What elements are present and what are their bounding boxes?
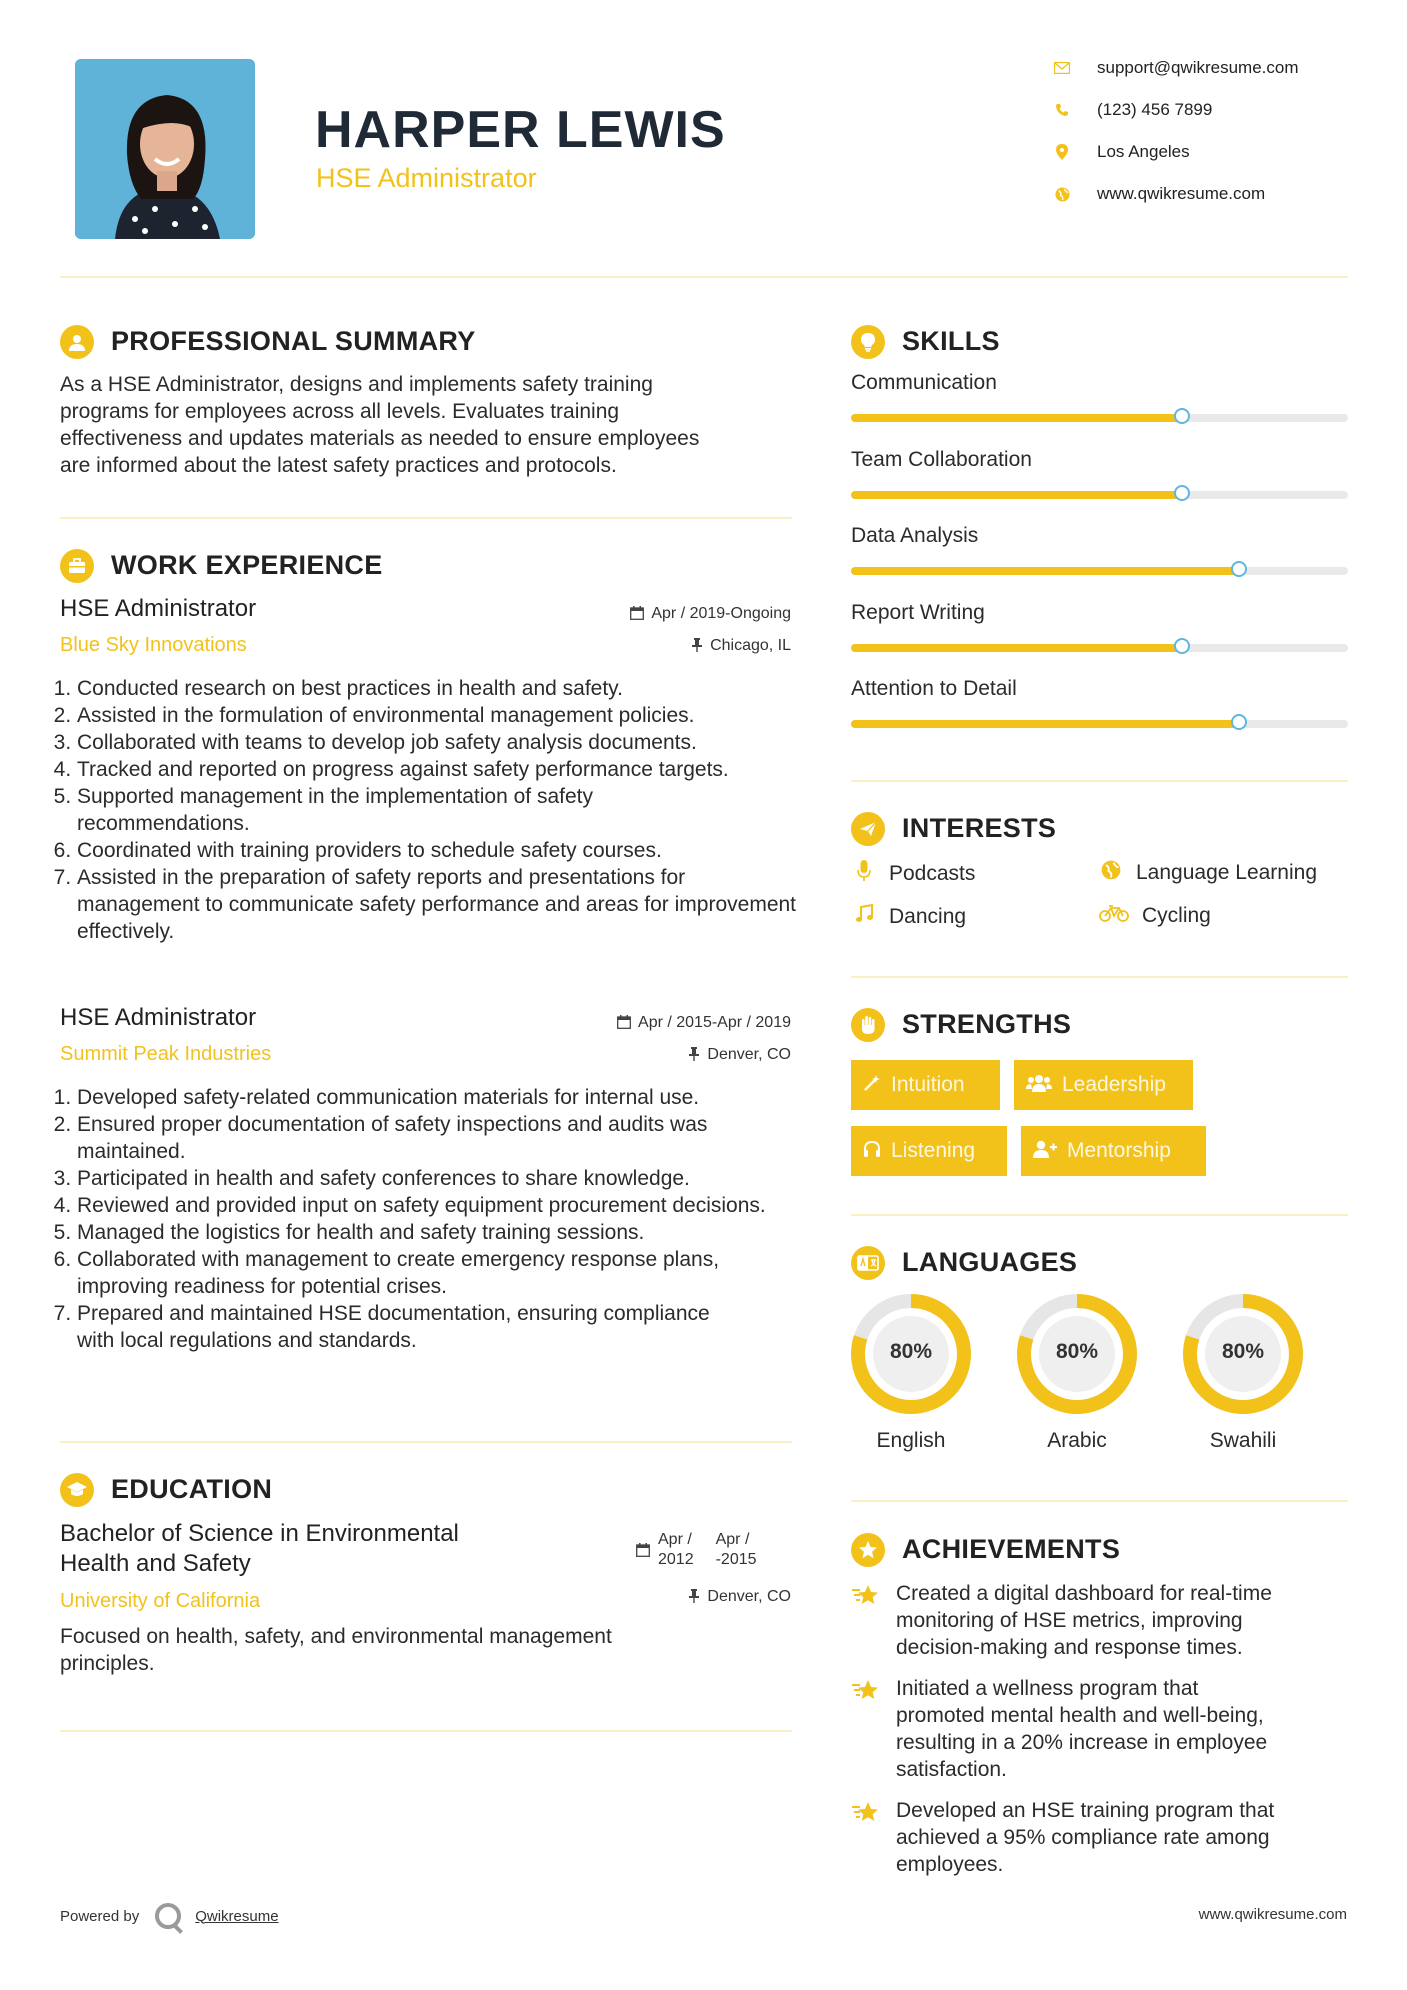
strength-label: Mentorship (1067, 1139, 1171, 1162)
list-item: 6. Coordinated with training providers to schedule safety courses. (77, 837, 817, 864)
headphones-icon (863, 1140, 881, 1163)
skill-level-knob (1231, 714, 1247, 730)
skills-heading: SKILLS (902, 326, 1000, 356)
summary-line: As a HSE Administrator, designs and implements safety training (60, 373, 653, 396)
list-item: 4. Reviewed and provided input on safety equipment procurement decisions. (77, 1192, 817, 1219)
job-1-title: HSE Administrator (60, 595, 257, 622)
pin-icon (691, 638, 703, 655)
languages-heading: LANGUAGES (902, 1247, 1078, 1277)
strength-label: Leadership (1062, 1073, 1166, 1096)
list-item: 5. Supported management in the implementation of safety recommendations. (77, 783, 817, 837)
language-name: English (876, 1429, 946, 1452)
skill-name: Data Analysis (851, 524, 979, 547)
footer-brand-link[interactable]: Qwikresume (195, 1907, 279, 1925)
achievement-line: Initiated a wellness program that (896, 1677, 1199, 1700)
pin-icon (688, 1589, 700, 1606)
achievement-2 (896, 1675, 1346, 1783)
skill-level-knob (1231, 561, 1247, 577)
raised-hand-icon (851, 1008, 885, 1042)
interests-heading: INTERESTS (902, 813, 1057, 843)
magic-wand-icon (863, 1074, 881, 1097)
footer-site-link[interactable]: www.qwikresume.com (1198, 1906, 1347, 1923)
location-icon (1053, 143, 1071, 161)
paper-plane-icon (851, 812, 885, 846)
achievement-line: achieved a 95% compliance rate among (896, 1826, 1270, 1849)
email-icon (1053, 59, 1071, 77)
job-2-dates-text: Apr / 2015-Apr / 2019 (638, 1014, 791, 1031)
summary-heading: PROFESSIONAL SUMMARY (111, 326, 476, 356)
date-part: Apr / (715, 1531, 750, 1548)
achievements-heading: ACHIEVEMENTS (902, 1534, 1121, 1564)
skill-name: Communication (851, 371, 997, 394)
interest-podcasts (851, 860, 975, 888)
summary-line: effectiveness and updates materials as needed to ensure employees (60, 427, 700, 450)
education-location-text: Denver, CO (707, 1588, 791, 1605)
skill-bar-track (851, 567, 1348, 575)
education-start (658, 1530, 694, 1570)
phone-icon (1053, 101, 1071, 119)
language-percent: 80% (889, 1340, 933, 1363)
list-item: 4. Tracked and reported on progress against safety performance targets. (77, 756, 817, 783)
contact-phone[interactable] (1053, 100, 1212, 120)
job-2-title: HSE Administrator (60, 1004, 257, 1031)
education-dates (636, 1530, 757, 1570)
languages-divider (851, 1500, 1348, 1502)
summary-line: are informed about the latest safety practices and protocols. (60, 454, 617, 477)
contact-website-text: www.qwikresume.com (1097, 184, 1266, 203)
contact-website[interactable] (1053, 184, 1265, 204)
powered-by-label: Powered by (60, 1907, 140, 1925)
list-item: 3. Participated in health and safety conferences to share knowledge. (77, 1165, 817, 1192)
skill-bar-track (851, 720, 1348, 728)
job-2-company: Summit Peak Industries (60, 1043, 272, 1065)
degree-line: Bachelor of Science in Environmental (60, 1520, 459, 1547)
interest-label: Cycling (1142, 904, 1211, 927)
bicycle-icon (1098, 904, 1130, 928)
strength-chip-mentorship (1021, 1126, 1206, 1176)
list-item: 1. Conducted research on best practices in health and safety. (77, 675, 817, 702)
header-divider (60, 276, 1348, 278)
interest-label: Dancing (889, 905, 967, 928)
date-part: 2012 (658, 1551, 694, 1568)
achievement-line: promoted mental health and well-being, (896, 1704, 1264, 1727)
education-heading: EDUCATION (111, 1474, 273, 1504)
achievement-line: Developed an HSE training program that (896, 1799, 1275, 1822)
strengths-divider (851, 1214, 1348, 1216)
education-description (60, 1623, 800, 1677)
contact-email[interactable] (1053, 58, 1299, 78)
list-item: 5. Managed the logistics for health and safety training sessions. (77, 1219, 817, 1246)
skill-bar-track (851, 414, 1348, 422)
skill-bar-fill (851, 414, 1182, 422)
interest-language-learning (1098, 860, 1317, 886)
graduation-cap-icon (60, 1473, 94, 1507)
description-line: principles. (60, 1652, 155, 1675)
users-icon (1026, 1074, 1052, 1097)
education-degree (60, 1519, 459, 1579)
summary-divider (60, 517, 792, 519)
skill-level-knob (1174, 408, 1190, 424)
user-icon (60, 325, 94, 359)
strength-label: Listening (891, 1139, 976, 1162)
job-2-duties (58, 1084, 817, 1354)
interest-label: Podcasts (889, 862, 976, 885)
strength-chip-leadership (1014, 1060, 1193, 1110)
list-item: 1. Developed safety-related communication materials for internal use. (77, 1084, 817, 1111)
date-part: -2015 (715, 1551, 757, 1568)
list-item: 3. Collaborated with teams to develop job safety analysis documents. (77, 729, 817, 756)
skills-divider (851, 780, 1348, 782)
achievement-line: monitoring of HSE metrics, improving (896, 1609, 1243, 1632)
achievement-line: satisfaction. (896, 1758, 1007, 1781)
contact-email-text: support@qwikresume.com (1097, 58, 1299, 77)
summary-text (60, 371, 820, 479)
language-name: Arabic (1047, 1429, 1107, 1452)
calendar-icon (636, 1543, 650, 1562)
skill-name: Team Collaboration (851, 447, 1032, 471)
strength-chip-intuition (851, 1060, 1000, 1110)
date-part: Apr / (658, 1531, 692, 1548)
job-2-location (688, 1046, 791, 1064)
strength-chip-listening (851, 1126, 1007, 1176)
calendar-icon (617, 1015, 631, 1032)
skill-bar-fill (851, 491, 1182, 499)
interest-cycling (1098, 904, 1211, 928)
job-2-location-text: Denver, CO (707, 1046, 791, 1063)
briefcase-icon (60, 549, 94, 583)
contact-location (1053, 142, 1190, 162)
contact-location-text: Los Angeles (1097, 142, 1190, 161)
language-percent: 80% (1055, 1340, 1099, 1363)
achievement-3 (896, 1797, 1346, 1878)
achievement-1 (896, 1580, 1346, 1661)
skill-level-knob (1174, 638, 1190, 654)
job-1-dates (630, 605, 791, 623)
user-plus-icon (1033, 1140, 1057, 1163)
microphone-icon (851, 860, 877, 888)
trophy-star-icon (851, 1533, 885, 1567)
strength-label: Intuition (891, 1073, 965, 1096)
skill-bar-fill (851, 720, 1239, 728)
music-note-icon (851, 904, 877, 930)
lightbulb-icon (851, 325, 885, 359)
job-1-dates-text: Apr / 2019-Ongoing (651, 605, 791, 622)
footer-powered-by (60, 1903, 279, 1929)
interests-divider (851, 976, 1348, 978)
list-item: 7. Assisted in the preparation of safety reports and presentations for management to communicate safety performance and areas for improvement effectively. (77, 864, 817, 945)
description-line: Focused on health, safety, and environmental management (60, 1625, 612, 1648)
interest-label: Language Learning (1136, 861, 1318, 884)
degree-line: Health and Safety (60, 1550, 251, 1577)
job-2-dates (617, 1014, 791, 1032)
language-icon (851, 1246, 885, 1280)
skill-bar-fill (851, 567, 1239, 575)
interest-dancing (851, 904, 966, 930)
job-1-company: Blue Sky Innovations (60, 634, 247, 656)
job-1-location (691, 637, 791, 655)
education-end (716, 1530, 757, 1570)
experience-heading: WORK EXPERIENCE (111, 550, 383, 580)
skill-name: Attention to Detail (851, 677, 1017, 700)
globe-icon (1098, 860, 1124, 886)
achievement-line: employees. (896, 1853, 1004, 1876)
skill-bar-fill (851, 644, 1182, 652)
education-school: University of California (60, 1590, 261, 1612)
list-item: 7. Prepared and maintained HSE documentation, ensuring compliance with local regulations and standards. (77, 1300, 817, 1354)
star-icon (851, 1583, 881, 1616)
qwikresume-logo-icon (155, 1903, 181, 1929)
skill-bar-track (851, 491, 1348, 499)
job-1-location-text: Chicago, IL (710, 637, 791, 654)
star-icon (851, 1678, 881, 1711)
skill-bar-track (851, 644, 1348, 652)
candidate-role: HSE Administrator (316, 163, 537, 193)
list-item: 2. Assisted in the formulation of environmental management policies. (77, 702, 817, 729)
star-icon (851, 1800, 881, 1833)
summary-line: programs for employees across all levels. Evaluates training (60, 400, 620, 423)
education-divider (60, 1730, 792, 1732)
language-percent: 80% (1221, 1340, 1265, 1363)
globe-icon (1053, 185, 1071, 203)
skill-level-knob (1174, 485, 1190, 501)
language-name: Swahili (1209, 1429, 1277, 1452)
education-location (688, 1588, 791, 1606)
calendar-icon (630, 606, 644, 623)
skill-name: Report Writing (851, 600, 985, 624)
achievement-line: resulting in a 20% increase in employee (896, 1731, 1268, 1754)
achievement-line: Created a digital dashboard for real-time (896, 1582, 1272, 1605)
date-part-year: 2015 (720, 1551, 757, 1568)
strengths-heading: STRENGTHS (902, 1009, 1072, 1039)
job-1-duties (58, 675, 817, 945)
profile-photo (75, 59, 255, 239)
candidate-name: HARPER LEWIS (315, 101, 726, 159)
experience-divider (60, 1441, 792, 1443)
list-item: 2. Ensured proper documentation of safety inspections and audits was maintained. (77, 1111, 817, 1165)
pin-icon (688, 1047, 700, 1064)
contact-phone-text: (123) 456 7899 (1097, 100, 1213, 119)
achievement-line: decision-making and response times. (896, 1636, 1243, 1659)
list-item: 6. Collaborated with management to create emergency response plans, improving readiness for potential crises. (77, 1246, 817, 1300)
